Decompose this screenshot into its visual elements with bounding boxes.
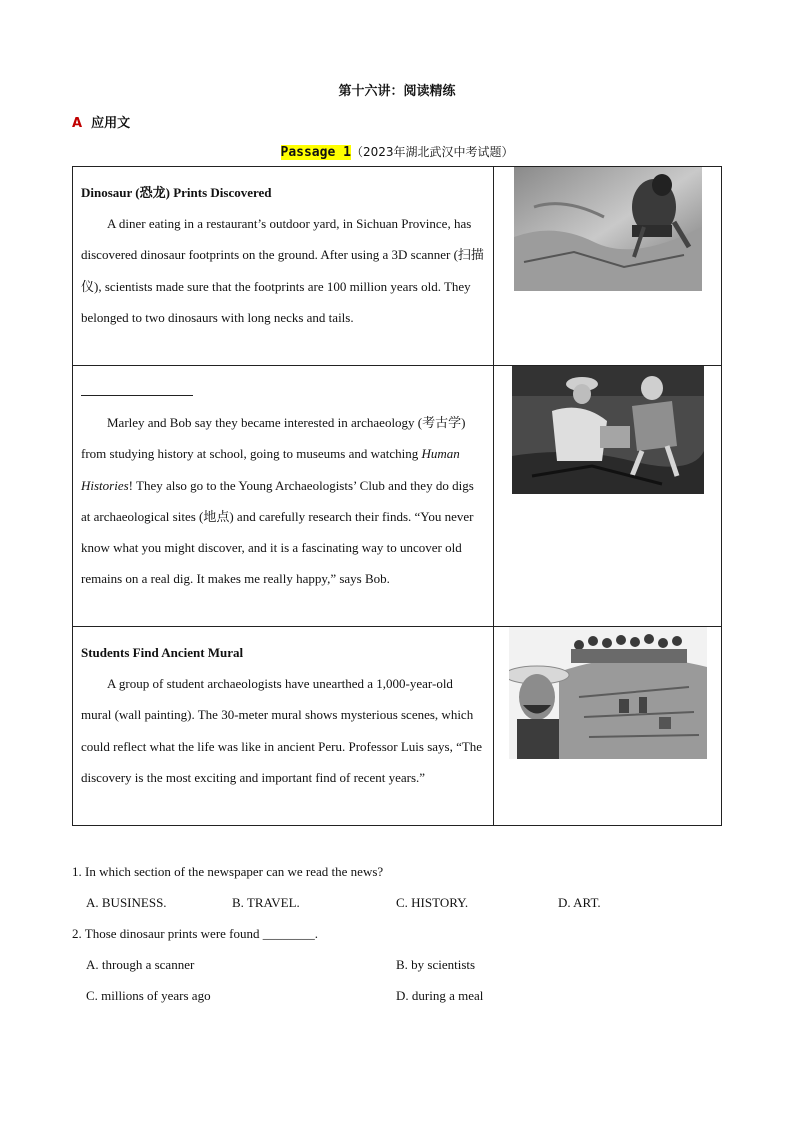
question-options bbox=[72, 953, 732, 984]
passage-heading bbox=[0, 143, 794, 160]
option-c: C. millions of years ago bbox=[86, 988, 211, 1003]
question-options bbox=[72, 891, 732, 922]
photo-cell-archaeology bbox=[494, 366, 722, 627]
news-row-mural bbox=[73, 627, 722, 826]
story-body: Marley and Bob say they became interested in archaeology (考古学) from studying history at school, going to museums and watching Human Histories! They also go to the Young Archaeologists’ Club and they do digs at archaeological sites (地点) and carefully research their finds. “You never know what you might discover, and it is a fascinating way to uncover old remains on a real dig. It makes me really happy,” says Bob. bbox=[81, 415, 474, 587]
news-table bbox=[72, 166, 722, 826]
mural-discovery-photo bbox=[509, 627, 707, 759]
archaeology-dig-photo bbox=[512, 366, 704, 494]
question-stem: 2. Those dinosaur prints were found ________. bbox=[72, 926, 319, 941]
news-row-archaeology bbox=[73, 366, 722, 627]
story-text-archaeology bbox=[73, 366, 494, 627]
section-letter: A bbox=[72, 116, 83, 131]
title-blank-line bbox=[81, 381, 193, 396]
photo-cell-mural bbox=[494, 627, 722, 826]
story-text-mural bbox=[73, 627, 494, 826]
section-heading bbox=[72, 112, 130, 131]
question-options bbox=[72, 984, 732, 1015]
page-title: 第十六讲：阅读精练 bbox=[338, 84, 456, 99]
section-label: 应用文 bbox=[91, 116, 131, 131]
option-d: D. ART. bbox=[558, 895, 601, 910]
option-b: B. TRAVEL. bbox=[232, 895, 300, 910]
story-title: Dinosaur (恐龙) Prints Discovered bbox=[81, 185, 272, 200]
story-title: Students Find Ancient Mural bbox=[81, 645, 244, 660]
option-a: A. BUSINESS. bbox=[86, 895, 167, 910]
news-row-dinosaur bbox=[73, 167, 722, 366]
story-title-blank bbox=[81, 376, 485, 407]
story-body: A diner eating in a restaurant’s outdoor yard, in Sichuan Province, has discovered dinosaur footprints on the ground. After using a 3D scanner (扫描仪), scientists made sure that the footprints are 100 million years old. They belonged to two dinosaurs with long necks and tails. bbox=[81, 216, 484, 325]
passage-source: （2023年湖北武汉中考试题） bbox=[350, 145, 514, 159]
option-b: B. by scientists bbox=[396, 957, 476, 972]
story-body: A group of student archaeologists have unearthed a 1,000-year-old mural (wall painting). The 30-meter mural shows mysterious scenes, which could reflect what the life was like in ancient Peru. Professor Luis says, “The discovery is the most exciting and important find of recent years.” bbox=[81, 676, 483, 785]
dinosaur-dig-photo bbox=[514, 167, 702, 291]
story-text-dinosaur bbox=[73, 167, 494, 366]
option-d: D. during a meal bbox=[396, 988, 484, 1003]
questions-section bbox=[72, 860, 732, 1015]
photo-cell-dinosaur bbox=[494, 167, 722, 366]
question-stem: 1. In which section of the newspaper can we read the news? bbox=[72, 864, 384, 879]
option-c: C. HISTORY. bbox=[396, 895, 469, 910]
passage-label: Passage 1 bbox=[280, 145, 351, 160]
show-title: Human Histories bbox=[81, 446, 460, 493]
option-a: A. through a scanner bbox=[86, 957, 195, 972]
